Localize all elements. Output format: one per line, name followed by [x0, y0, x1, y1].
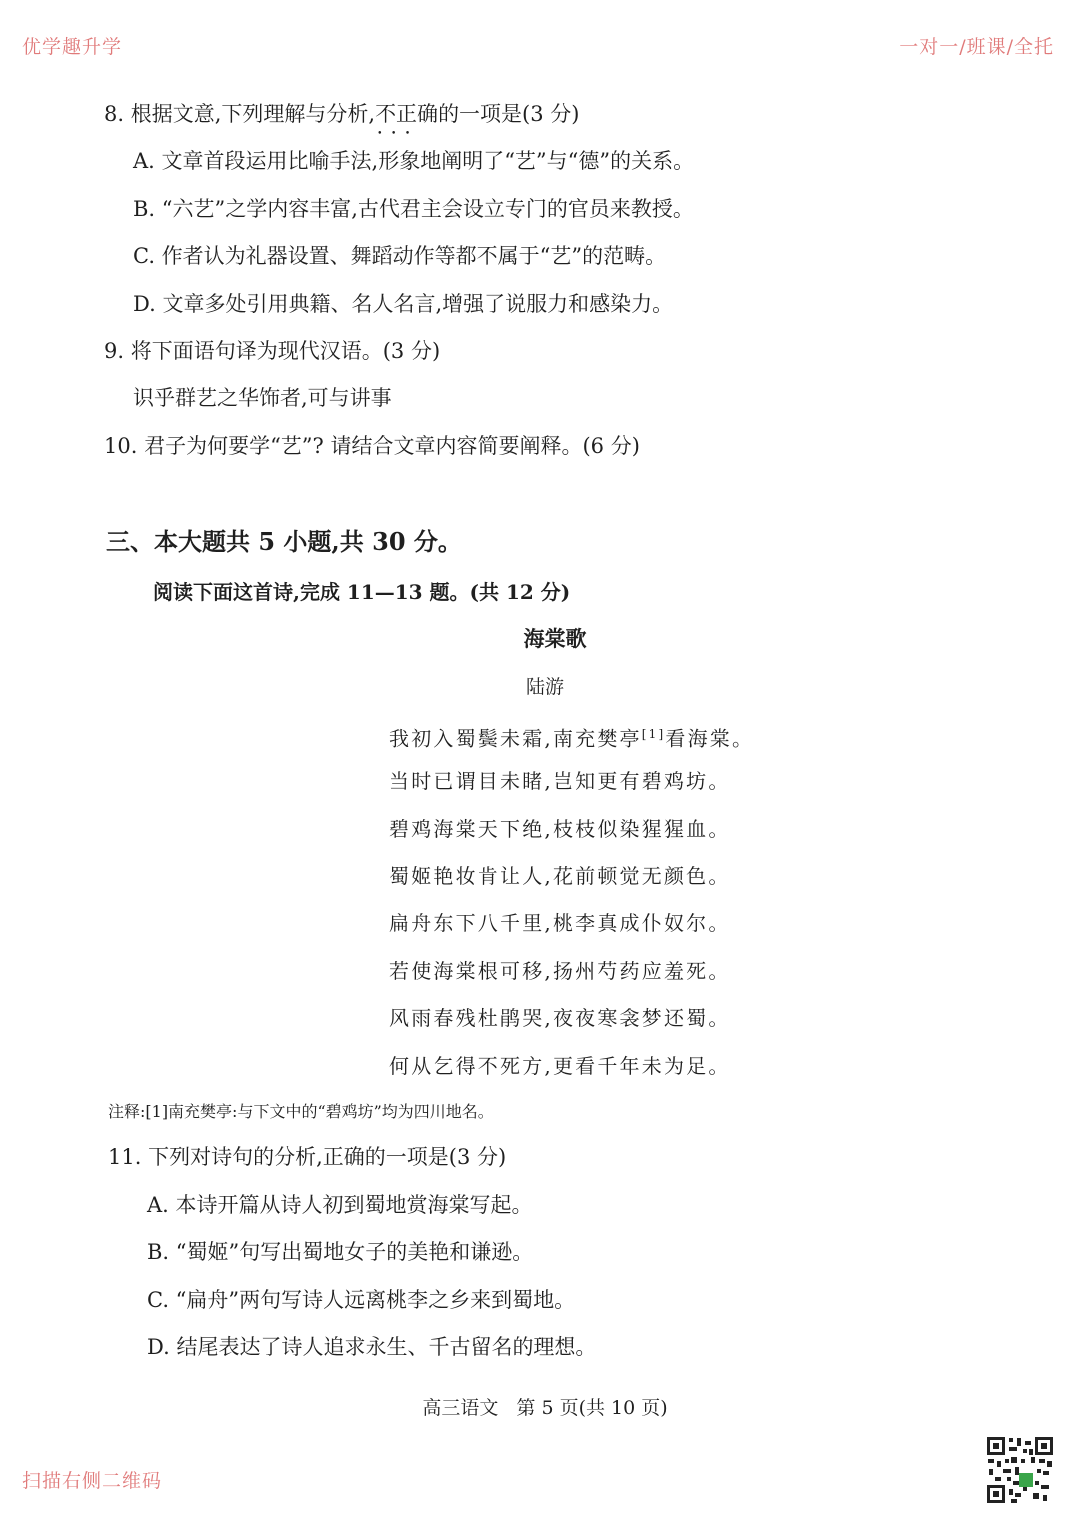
q8-option-d: D. 文章多处引用典籍、名人名言,增强了说服力和感染力。: [133, 292, 674, 316]
poem-line: [389, 720, 754, 753]
poem-line-1-start: 我初入蜀鬓未霜,南充樊亭: [389, 726, 642, 751]
footnote-marker: [1]: [641, 727, 666, 741]
q8-option-b: B. “六艺”之学内容丰富,古代君主会设立专门的官员来教授。: [133, 197, 694, 221]
section-intro: 阅读下面这首诗,完成 11—13 题。(共 12 分): [153, 580, 571, 604]
q9-sentence: 识乎群艺之华饰者,可与讲事: [133, 386, 392, 410]
poem-author: 陆游: [525, 676, 564, 698]
q11-option-b: B. “蜀姬”句写出蜀地女子的美艳和谦逊。: [147, 1240, 534, 1264]
poem-line: 若使海棠根可移,扬州芍药应羞死。: [389, 959, 731, 983]
q10-stem: 10. 君子为何要学“艺”? 请结合文章内容简要阐释。(6 分): [104, 434, 640, 458]
q8-stem-emphasis: 不正确 • •: [375, 100, 438, 128]
poem-line: 风雨春残杜鹃哭,夜夜寒衾梦还蜀。: [389, 1006, 731, 1030]
poem-line: 扁舟东下八千里,桃李真成仆奴尔。: [389, 911, 731, 935]
section-heading: 三、本大题共 5 小题,共 30 分。: [106, 527, 462, 556]
poem-line: 何从乞得不死方,更看千年未为足。: [389, 1054, 731, 1078]
watermark-bottom-left: 扫描右侧二维码: [22, 1470, 163, 1492]
poem-title: 海棠歌: [523, 626, 587, 651]
qr-code-icon[interactable]: [985, 1435, 1055, 1505]
q8-stem-end: 的一项是(3 分): [438, 102, 580, 126]
page-footer: 高三语文 第 5 页(共 10 页): [422, 1397, 668, 1419]
poem-note: 注释:[1]南充樊亭:与下文中的“碧鸡坊”均为四川地名。: [108, 1102, 494, 1121]
q8-stem: [104, 100, 579, 128]
q8-stem-start: 8. 根据文意,下列理解与分析,: [104, 102, 376, 126]
q11-stem: 11. 下列对诗句的分析,正确的一项是(3 分): [108, 1145, 507, 1169]
q11-option-a: A. 本诗开篇从诗人初到蜀地赏海棠写起。: [147, 1193, 533, 1217]
watermark-top-right: 一对一/班课/全托: [899, 36, 1054, 58]
q11-option-c: C. “扁舟”两句写诗人远离桃李之乡来到蜀地。: [147, 1288, 576, 1312]
q8-option-a: A. 文章首段运用比喻手法,形象地阐明了“艺”与“德”的关系。: [133, 149, 695, 173]
poem-line-1-end: 看海棠。: [665, 726, 755, 751]
q11-option-d: D. 结尾表达了诗人追求永生、千古留名的理想。: [147, 1335, 597, 1359]
watermark-top-left: 优学趣升学: [22, 36, 123, 58]
q9-stem: 9. 将下面语句译为现代汉语。(3 分): [104, 339, 441, 363]
poem-line: 碧鸡海棠天下绝,枝枝似染猩猩血。: [389, 817, 731, 841]
q8-option-c: C. 作者认为礼器设置、舞蹈动作等都不属于“艺”的范畴。: [133, 244, 667, 268]
poem-line: 当时已谓目未睹,岂知更有碧鸡坊。: [389, 769, 731, 793]
poem-line: 蜀姬艳妆肯让人,花前顿觉无颜色。: [389, 864, 731, 888]
